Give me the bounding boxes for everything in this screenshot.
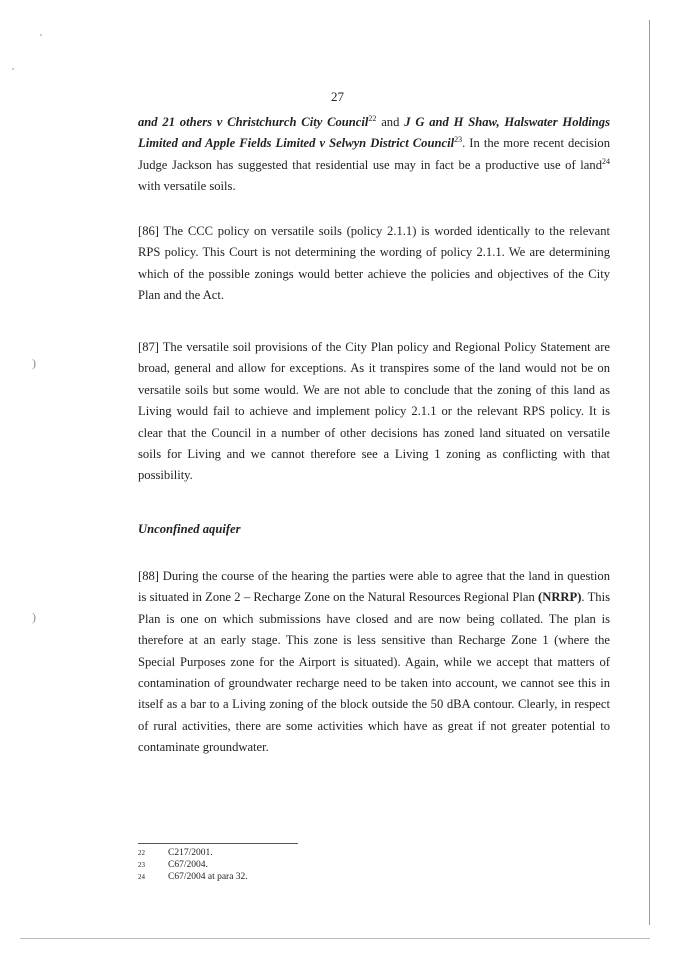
- footnote-number: 23: [138, 861, 145, 869]
- footnotes: [138, 847, 248, 883]
- footnote-text: C67/2004 at para 32.: [168, 872, 248, 882]
- scan-page-edge-right: [649, 20, 650, 925]
- paragraph-87: [87] The versatile soil provisions of the City Plan policy and Regional Policy Statement are broad, general and allow for exceptions. As it transpires some of the land would not be on versatile soils but some would. We are not able to conclude that the zoning of this land as Living would fail to achieve and implement policy 2.1.1 or the relevant RPS policy. It is clear that the Council in a number of other decisions has zoned land situated on versatile soils for Living and we cannot therefore see a Living 1 zoning as conflicting with that possibility.: [138, 340, 610, 483]
- section-heading: Unconfined aquifer: [138, 522, 241, 536]
- footnote-divider: [138, 843, 298, 844]
- footnote-ref-22[interactable]: 22: [368, 113, 377, 123]
- paragraph-88: [138, 566, 610, 759]
- text-run: . In the more recent decision Judge Jackson has suggested that residential use may in fact be a productive use of land: [138, 136, 611, 172]
- paragraph-86: [86] The CCC policy on versatile soils (policy 2.1.1) is worded identically to the relevant RPS policy. This Court is not determining the wording of policy 2.1.1. We are determining which of the possible zonings would better achieve the policies and objectives of the City Plan and the Act.: [138, 224, 610, 303]
- margin-mark: ): [32, 356, 36, 370]
- page-number: 27: [331, 89, 344, 104]
- text-run: with versatile soils.: [138, 179, 236, 194]
- footnote-22: [138, 847, 248, 859]
- defined-term: (NRRP): [538, 590, 582, 605]
- footnote-ref-23[interactable]: 23: [454, 135, 463, 145]
- footnote-24: [138, 871, 248, 883]
- margin-mark: ): [32, 610, 36, 624]
- text-run: [88] During the course of the hearing the parties were able to agree that the land in question is situated in Zone 2 – Recharge Zone on the Natural Resources Regional Plan: [138, 569, 610, 605]
- footnote-text: C217/2001.: [168, 848, 213, 858]
- case-citation-2: J G and H Shaw, Halswater Holdings Limited and Apple Fields Limited v Selwyn District Council: [138, 115, 610, 151]
- scan-speck: [40, 34, 42, 36]
- scan-speck: [12, 68, 14, 70]
- case-citation-1: and 21 others v Christchurch City Council: [138, 115, 369, 129]
- paragraph-continuation: [138, 112, 610, 198]
- text-run: and: [376, 115, 405, 129]
- footnote-number: 22: [138, 849, 145, 857]
- footnote-23: [138, 859, 248, 871]
- text-run: . This Plan is one on which submissions have closed and are now being collated. The plan is therefore at an early stage. This zone is less sensitive than Recharge Zone 1 (where the Special Purposes zone for the Airport is situated). Again, while we accept that matters of contamination of groundwater recharge need to be taken into account, we cannot see this in itself as a bar to a Living zoning of the block outside the 50 dBA contour. Clearly, in respect of rural activities, there are some activities which have as great if not greater potential to contaminate groundwater.: [138, 590, 610, 755]
- footnote-number: 24: [138, 873, 145, 881]
- footnote-text: C67/2004.: [168, 860, 208, 870]
- scan-page-edge-bottom: [20, 938, 650, 939]
- footnote-ref-24[interactable]: 24: [602, 156, 610, 166]
